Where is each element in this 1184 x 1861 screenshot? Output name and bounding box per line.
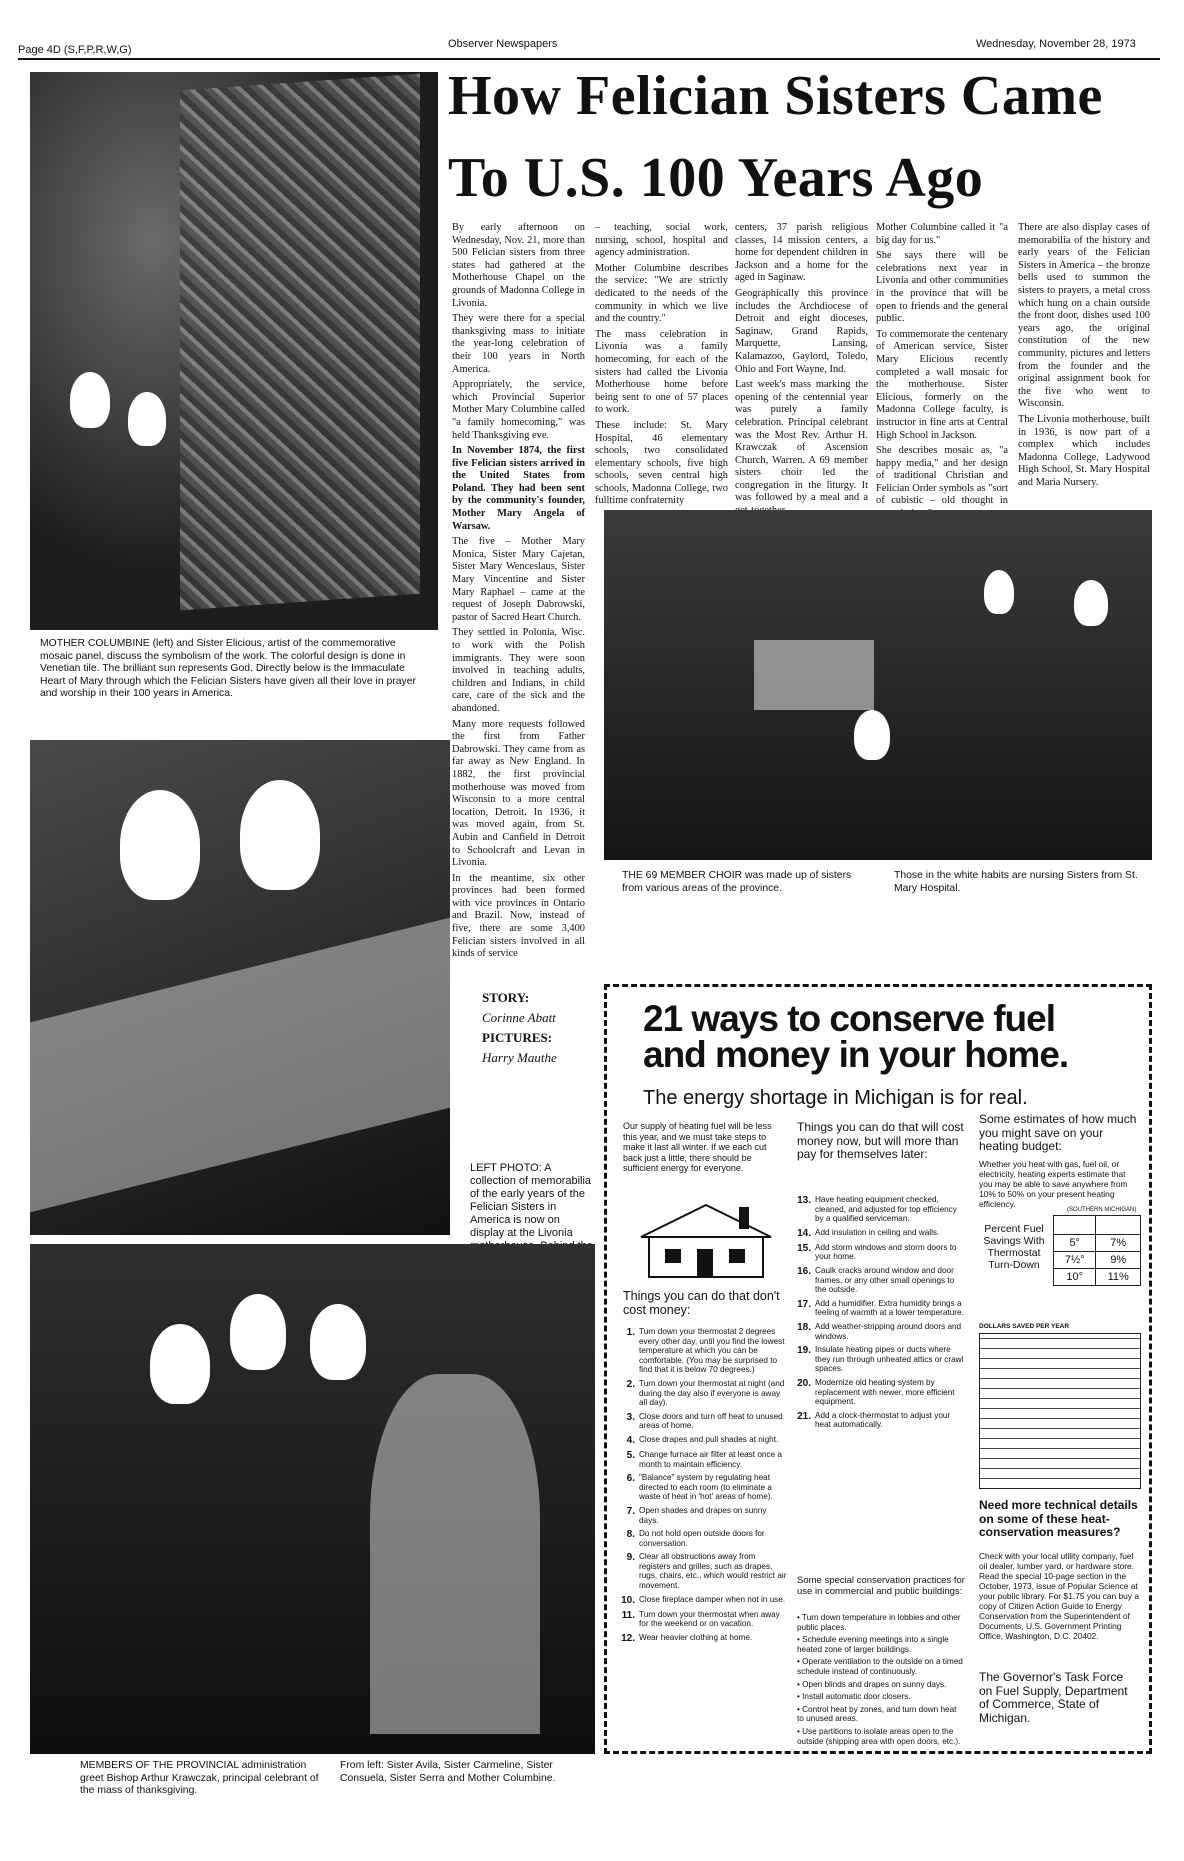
article-column-2: – teaching, social work, nursing, school, hospital and agency administration. Mother Columbine describes the service: "We are strictly dedicated to the needs of the community in which we live and the country." The mass celebration in Livonia was a family homecoming, for each of the sisters had called the Livonia Motherhouse home before being sent to one of 57 places to work. These include: St. Mary Hospital, 46 elementary schools, two consolidated elementary schools, five high schools, seven central high schools, Madonna College, two fulltime confraternity <box>595 222 728 507</box>
fuel-ad <box>604 984 1152 1754</box>
memorabilia-photo <box>30 740 450 1235</box>
tip-number: 13. <box>797 1195 811 1206</box>
table-row: 5° 7% <box>1054 1235 1141 1252</box>
tip-text: Wear heavier clothing at home. <box>639 1632 753 1642</box>
tip-item <box>617 1450 787 1469</box>
tip-number: 18. <box>797 1321 811 1333</box>
choir-caption-left: THE 69 MEMBER CHOIR was made up of sisters from various areas of the province. <box>622 870 852 894</box>
choir-photo <box>604 510 1152 860</box>
provincial-photo <box>30 1244 595 1754</box>
tip-number: 19. <box>797 1345 811 1357</box>
tip-number: 5. <box>626 1449 635 1461</box>
commercial-title: Some special conservation practices for use in commercial and public buildings: <box>797 1575 965 1597</box>
savings-table <box>1053 1215 1141 1286</box>
nun-figure <box>310 1304 366 1380</box>
nun-figure <box>240 780 320 890</box>
tip-text: Caulk cracks around window and door frames, or any other small openings to the outside. <box>815 1265 955 1295</box>
headline <box>448 58 1148 216</box>
bishop-figure <box>370 1374 540 1734</box>
tip-text: Add storm windows and storm doors to your home. <box>815 1242 957 1262</box>
savings-title: Some estimates of how much you might save on your heating budget: <box>979 1112 1137 1153</box>
nun-figure <box>854 710 890 760</box>
tip-item <box>617 1473 787 1502</box>
tip-text: Change furnace air filter at least once a month to maintain efficiency. <box>639 1449 782 1469</box>
tip-item <box>617 1633 787 1644</box>
nun-figure <box>150 1324 210 1404</box>
page-number: Page 4D (S,F,P,R,W,G) <box>18 44 132 56</box>
tip-number: 8. <box>626 1529 635 1541</box>
tip-item <box>617 1435 787 1446</box>
tip-text: Close doors and turn off heat to unused areas of home. <box>639 1411 783 1431</box>
article-column-5: There are also display cases of memorabilia of the history and early years of the Felician Sisters in America – the bronze bells used to summon the sisters to prayers, a metal cross which hung on a chain outside the front door, dishes used 100 years ago, the original constitution of the new community, pictures and letters from the founder and the original assignment book for the five who went to Wisconsin. The Livonia motherhouse, built in 1936, is now part of a complex which includes Madonna College, Ladywood High School, St. Mary Hospital and Maria Nursery. <box>1018 222 1150 488</box>
tip-item <box>617 1595 787 1606</box>
pew <box>754 640 874 710</box>
headline-line-2: To U.S. 100 Years Ago <box>448 147 984 209</box>
tip-number: 4. <box>626 1434 635 1446</box>
tip-item <box>793 1378 965 1407</box>
tip-number: 20. <box>797 1377 811 1389</box>
tip-number: 15. <box>797 1242 811 1254</box>
tip-text: Close drapes and pull shades at night. <box>639 1434 779 1444</box>
savings-text: Whether you heat with gas, fuel oil, or electricity, heating experts estimate that you may be able to save anywhere from 10% to 50% on your present heating efficiency. <box>979 1159 1128 1209</box>
dollars-table <box>979 1333 1141 1489</box>
tip-number: 7. <box>626 1505 635 1517</box>
nun-figure <box>70 372 110 428</box>
dollars-table-title: DOLLARS SAVED PER YEAR <box>979 1323 1070 1330</box>
choir-caption-right: Those in the white habits are nursing Sisters from St. Mary Hospital. <box>894 870 1138 894</box>
ad-headline-1: 21 ways to conserve fuel <box>643 998 1055 1039</box>
free-tips-list <box>617 1327 787 1648</box>
commercial-item: • Operate ventilation to the outside on a timed schedule instead of continuously. <box>797 1657 963 1676</box>
tip-text: Modernize old heating system by replacement with newer, more efficient equipment. <box>815 1377 955 1407</box>
tip-text: Have heating equipment checked, cleaned, and adjusted for top efficiency by a qualified serviceman. <box>815 1195 957 1224</box>
commercial-list <box>797 1613 965 1749</box>
tip-text: Clear all obstructions away from registers and grilles, such as drapes, rugs, chairs, etc., which would restrict air movement. <box>639 1552 787 1591</box>
mosaic-caption: MOTHER COLUMBINE (left) and Sister Elicious, artist of the commemorative mosaic panel, discuss the symbolism of the work. The colorful design is done in Venetian tile. The brilliant sun represents God. Directly below is the Immaculate Heart of Mary through which the Felician Sisters have given all their love in prayer and worship in their 100 years in America. <box>40 638 416 699</box>
free-tips-title: Things you can do that don't cost money: <box>623 1289 780 1317</box>
tip-number: 1. <box>626 1327 635 1338</box>
mosaic-panel <box>180 74 420 611</box>
tip-item <box>793 1266 965 1295</box>
tip-item <box>793 1228 965 1239</box>
nun-figure <box>1074 580 1108 626</box>
table-row: 7½° 9% <box>1054 1252 1141 1269</box>
provincial-caption: MEMBERS OF THE PROVINCIAL administration greet Bishop Arthur Krawczak, principal celebrant of the mass of thanksgiving. <box>80 1760 319 1796</box>
nun-figure <box>230 1294 286 1370</box>
tip-number: 12. <box>621 1632 635 1644</box>
tip-number: 11. <box>621 1609 635 1621</box>
commercial-item: • Schedule evening meetings into a single heated zone of larger buildings. <box>797 1635 949 1654</box>
nun-figure <box>128 392 166 446</box>
tip-item <box>617 1552 787 1590</box>
tip-number: 16. <box>797 1265 811 1277</box>
tip-text: Turn down your thermostat 2 degrees every other day, until you find the lowest temperature at which you can be comfortable. (You may be surprised to find that it is below 70 degrees.) <box>639 1327 785 1375</box>
tip-number: 14. <box>797 1227 811 1239</box>
tip-number: 9. <box>626 1552 635 1564</box>
tip-text: Do not hold open outside doors for conversation. <box>639 1529 765 1548</box>
article-column-1: By early afternoon on Wednesday, Nov. 21, more than 500 Felician sisters from three states had gathered at the Motherhouse Chapel on the grounds of Madonna College in Livonia. They were there for a special thanksgiving mass to initiate the year-long celebration of their 100 years in North America. Appropriately, the service, which Provincial Superior Mother Mary Columbine called "a family homecoming," was held Thanksgiving eve. In November 1874, the first five Felician sisters arrived in the United States from Poland. They had been sent by the community's founder, Mother Mary Angela of Warsaw. The five – Mother Mary Monica, Sister Mary Cajetan, Sister Mary Wenceslaus, Sister Mary Vincentine and Sister Mary Raphael – came at the request of Joseph Dabrowski, pastor of Sacred Heart Church. They settled in Polonia, Wisc. to work with the Polish immigrants. They were soon involved in teaching adults, children and Indians, in child care, care of the sick and the abandoned. Many more requests followed the first from Father Dabrowski. They came from as far away as New England. In 1882, the first provincial motherhouse was moved from Wisconsin to a more central location, Detroit. In 1936, it was moved again, from St. Aubin and Canfield in Detroit to Schoolcraft and Levan in Livonia. In the meantime, six other provinces had been formed with vice provinces in Ontario and Brazil. Now, instead of five, there are some 3,400 Felician sisters involved in all kinds of service <box>452 222 585 960</box>
tip-text: Add a clock-thermostat to adjust your heat automatically. <box>815 1410 951 1430</box>
house-illustration <box>631 1197 781 1281</box>
ad-subhead: The energy shortage in Michigan is for real. <box>643 1087 1028 1109</box>
tip-number: 10. <box>621 1594 635 1606</box>
table-label: Percent Fuel Savings With Thermostat Turn-Down <box>983 1223 1045 1271</box>
tip-item <box>617 1506 787 1525</box>
tip-item <box>617 1327 787 1375</box>
tip-item <box>793 1195 965 1224</box>
tip-text: Add weather-stripping around doors and windows. <box>815 1321 962 1341</box>
tip-text: "Balance" system by regulating heat directed to each room (to eliminate a waste of heat in 'hot' areas of home). <box>639 1473 773 1502</box>
tip-text: Insulate heating pipes or ducts where they run through unheated attics or crawl spaces. <box>815 1345 964 1374</box>
headline-line-1: How Felician Sisters Came <box>448 65 1103 127</box>
paper-name: Observer Newspapers <box>448 38 558 50</box>
nun-figure <box>120 790 200 900</box>
memorabilia-caption: LEFT PHOTO: A collection of memorabilia of the early years of the Felician Sisters in America is now on display at the Livonia <box>470 1162 592 1239</box>
nun-figure <box>984 570 1014 614</box>
mosaic-photo <box>30 72 438 630</box>
ad-headline-2: and money in your home. <box>643 1034 1069 1075</box>
article-column-4: Mother Columbine called it "a big day for us." She says there will be celebrations next year in Livonia and other communities in the province that will be open to friends and the general public. To commemorate the centenary of American service, Sister Mary Elicious recently completed a wall mosaic for the motherhouse. Sister Elicious, formerly on the Madonna College faculty, is instructor in fine arts at Central High School in Jackson. She describes mosaic as, "a happy media," and her design of traditional Christian and Felician Order symbols as "sort of cubistic – old thought in <box>876 222 1008 507</box>
tip-number: 17. <box>797 1298 811 1310</box>
tip-number: 2. <box>626 1378 635 1390</box>
tip-number: 6. <box>626 1473 635 1485</box>
commercial-item: • Control heat by zones, and turn down heat to unused areas. <box>797 1704 957 1724</box>
commercial-item: • Install automatic door closers. <box>797 1692 911 1702</box>
tip-item <box>793 1322 965 1341</box>
cost-tips-title: Things you can do that will cost money now, but will more than pay for themselves later: <box>797 1120 964 1161</box>
tip-item <box>617 1412 787 1431</box>
tip-text: Turn down your thermostat at night (and during the day also if everyone is away all day). <box>639 1378 785 1408</box>
ad-intro: Our supply of heating fuel will be less this year, and we must take steps to make it last all winter. If we each cut back just a little, there should be sufficient energy for everyone. <box>623 1121 772 1173</box>
tip-item <box>793 1243 965 1262</box>
tip-item <box>793 1299 965 1318</box>
tip-item <box>617 1529 787 1548</box>
tip-item <box>793 1345 965 1374</box>
more-text: Check with your local utility company, fuel oil dealer, lumber yard, or hardware store. Read the special 10-page section in the October, 1973, issue of Popular Science at your public library. For $1.75 you can buy a copy of Citizen Action Guide to Energy Conservation from the Superintendent of Documents, U.S. Government Printing Office, Washington, D.C. 20402. <box>979 1551 1139 1641</box>
table-row: 10° 11% <box>1054 1269 1141 1286</box>
tip-number: 3. <box>626 1411 635 1423</box>
tip-number: 21. <box>797 1410 811 1422</box>
commercial-item: • Turn down temperature in lobbies and other public places. <box>797 1613 961 1632</box>
tip-text: Add a humidifier. Extra humidity brings a feeling of warmth at a lower temperature. <box>815 1298 964 1318</box>
commercial-item: • Open blinds and drapes on sunny days. <box>797 1679 947 1689</box>
tip-item <box>617 1379 787 1408</box>
provincial-names: From left: Sister Avila, Sister Carmeline, Sister Consuela, Sister Serra and Mother Columbine. <box>340 1760 556 1784</box>
issue-date: Wednesday, November 28, 1973 <box>976 38 1136 50</box>
tip-text: Turn down your thermostat when away for the weekend or on vacation. <box>639 1609 780 1629</box>
cost-tips-list <box>793 1195 965 1434</box>
tip-item <box>617 1610 787 1629</box>
commercial-item: • Use partitions to isolate areas open to the outside (shipping area with open doors, etc.). <box>797 1726 961 1746</box>
credits: STORY: Corinne Abatt PICTURES: Harry Mauthe <box>482 990 557 1065</box>
ad-sponsor: The Governor's Task Force on Fuel Supply, Department of Commerce, State of Michigan. <box>979 1670 1128 1725</box>
table-region: (SOUTHERN MICHIGAN) <box>1067 1207 1137 1213</box>
tip-text: Add insulation in ceiling and walls. <box>815 1227 940 1237</box>
tip-text: Open shades and drapes on sunny days. <box>639 1505 767 1525</box>
tip-text: Close fireplace damper when not in use. <box>639 1594 786 1604</box>
article-column-3: centers, 37 parish religious classes, 14 mission centers, a home for dependent children in Jackson and a home for the aged in Saginaw. Geographically this province includes the Archdiocese of Detroit and eight dioceses, Saginaw, Grand Rapids, Marquette, Lansing, Kalamazoo, Gaylord, Toledo, Ohio and Fort Wayne, Ind. Last week's mass marking the opening of the centennial year was purely a family celebration. Principal celebrant was the Most Rev. Arthur H. Krawczak of Ascension Church, Warren. A 69 member sisters choir led the congregation in the liturgy. It was followed by a meal and a <box>735 222 868 504</box>
more-title: Need more technical details on some of these heat-conservation measures? <box>979 1498 1138 1539</box>
tip-item <box>793 1411 965 1430</box>
